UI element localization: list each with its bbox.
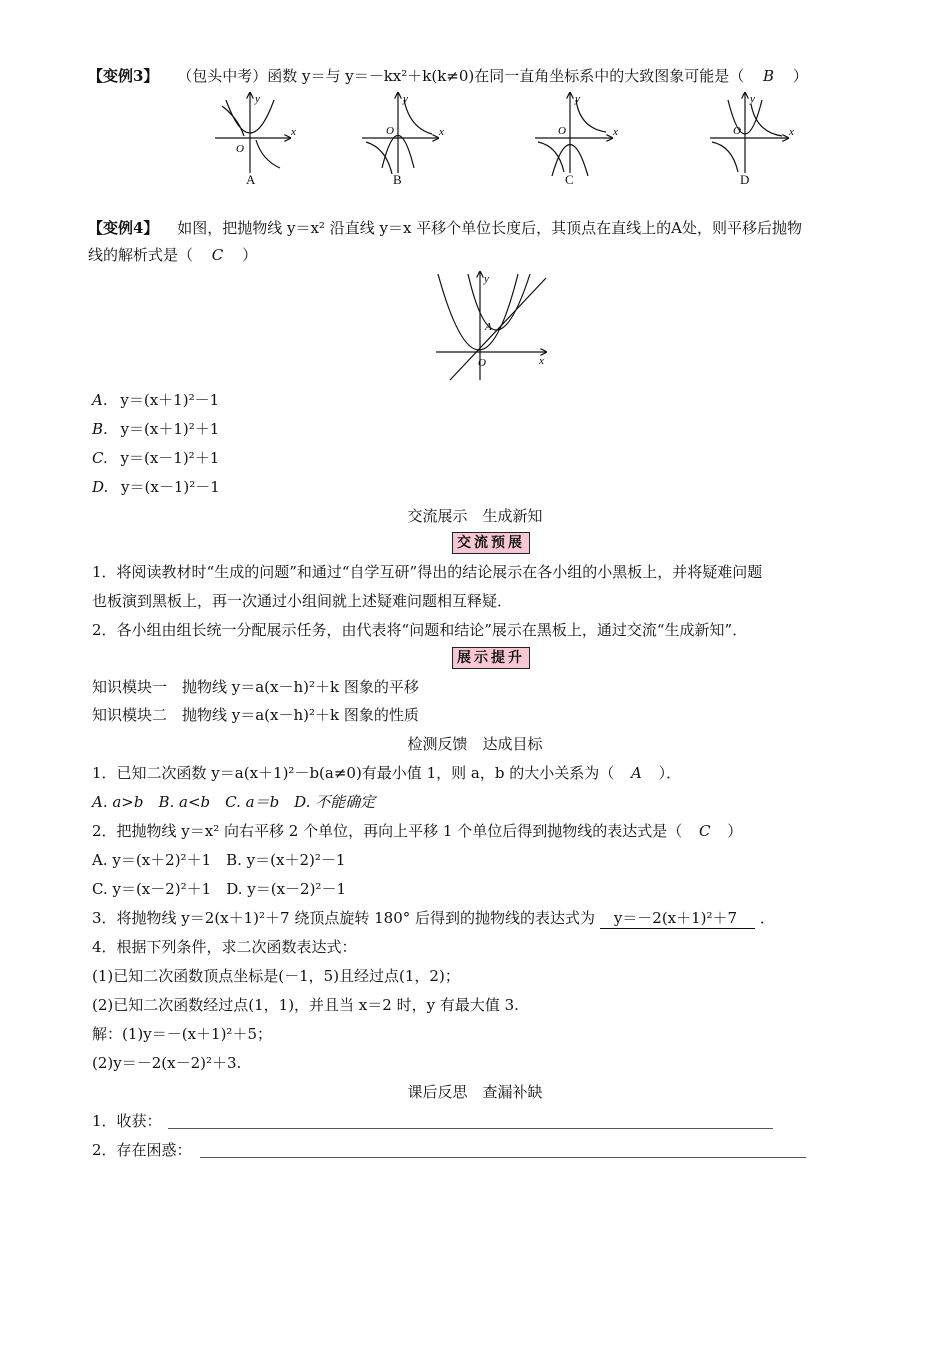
variant4-option-d	[92, 477, 220, 497]
variant4-text: 如图，把抛物线 y＝x² 沿直线 y＝x 平移个单位长度后，其顶点在直线上的A处，则平移后抛物	[177, 219, 803, 237]
q3-text: 3．将抛物线 y＝2(x＋1)²＋7 绕顶点旋转 180° 后得到的抛物线的表达式为	[92, 909, 596, 927]
graph-a-y: y	[255, 93, 260, 105]
banner-display-improve: 展示提升	[452, 647, 530, 669]
variant4-option-b	[92, 419, 219, 439]
knowledge-module-1: 知识模块一 抛物线 y＝a(x－h)²＋k 图象的平移	[92, 678, 419, 696]
variant3-tag: 【变例3】	[88, 67, 159, 85]
q2	[92, 821, 742, 841]
option-text: y＝(x－1)²－1	[121, 478, 220, 496]
variant3-question	[88, 66, 808, 86]
section3-title: 课后反思 查漏补缺	[407, 1083, 543, 1101]
q4-part1: (1)已知二次函数顶点坐标是(－1，5)且经过点(1，2)；	[92, 967, 460, 985]
graph-a	[215, 93, 290, 173]
graph-c-x: x	[613, 126, 618, 138]
variant4-point-a: A	[485, 321, 492, 333]
q1-text: 1．已知二次函数 y＝a(x＋1)²－b(a≠0)有最小值 1，则 a，b 的大小关系为（	[92, 764, 615, 782]
reflection-gain-line[interactable]	[168, 1128, 773, 1129]
graph-label-d: D	[740, 172, 750, 187]
variant4-option-c	[92, 448, 219, 468]
q3-answer: y＝－2(x＋1)²＋7	[600, 908, 755, 929]
q1-answer: A	[631, 764, 642, 782]
reflection-confusion-line[interactable]	[200, 1157, 806, 1158]
variant4-x: x	[539, 355, 544, 367]
graph-a-o: O	[236, 143, 244, 155]
variant3-close: ）	[792, 67, 808, 85]
knowledge-module-2: 知识模块二 抛物线 y＝a(x－h)²＋k 图象的性质	[92, 706, 419, 724]
option-letter: B.	[92, 420, 108, 438]
variant4-line2-prefix: 线的解析式是（	[88, 246, 194, 264]
q2-text: 2．把抛物线 y＝x² 向右平移 2 个单位，再向上平移 1 个单位后得到抛物线的表达式是（	[92, 822, 683, 840]
section1-p1-line2: 也板演到黑板上，再一次通过小组间就上述疑难问题相互释疑．	[92, 592, 513, 610]
variant3-graphs	[0, 88, 950, 218]
option-text: y＝(x－1)²＋1	[120, 449, 220, 467]
variant3-text: （包头中考）函数 y＝与 y＝－kx²＋k(k≠0)在同一直角坐标系中的大致图象可能是（	[177, 67, 745, 85]
q2-close: ）	[727, 822, 743, 840]
q2-options-row2: C. y＝(x－2)²＋1 D. y＝(x－2)²－1	[92, 880, 346, 898]
q3	[92, 908, 775, 929]
graph-c-y: y	[575, 93, 580, 105]
variant4-option-a	[92, 390, 219, 410]
solution-2: (2)y＝－2(x－2)²＋3.	[92, 1054, 242, 1072]
variant4-y: y	[484, 273, 489, 285]
banner-exchange-preview: 交流预展	[452, 532, 530, 554]
q1	[92, 763, 681, 783]
section2-title: 检测反馈 达成目标	[407, 735, 543, 753]
variant4-graph	[432, 268, 552, 388]
variant4-tag: 【变例4】	[88, 219, 159, 237]
option-letter: C.	[92, 449, 108, 467]
graph-label-a: A	[246, 172, 256, 187]
graph-label-b: B	[393, 172, 402, 187]
variant3-answer: B	[763, 67, 775, 85]
variant4-close: ）	[242, 246, 258, 264]
graph-d-o: O	[733, 125, 741, 137]
graph-b	[362, 93, 438, 174]
graph-b-o: O	[386, 125, 394, 137]
solution-1: 解：(1)y＝－(x＋1)²＋5；	[92, 1025, 272, 1043]
section1-p1-line1: 1．将阅读教材时“生成的问题”和通过“自学互研”得出的结论展示在各小组的小黑板上，并将疑难问题	[92, 563, 763, 581]
graph-b-y: y	[403, 93, 408, 105]
q3-end: ．	[759, 909, 775, 927]
graph-c	[535, 93, 612, 176]
graph-label-c: C	[565, 172, 574, 187]
option-letter: A.	[92, 391, 108, 409]
graph-a-x: x	[291, 126, 296, 138]
option-letter: D.	[92, 478, 109, 496]
graph-d	[710, 93, 788, 173]
variant4-o: O	[478, 357, 486, 369]
q2-answer: C	[698, 822, 711, 840]
q2-options-row1: A. y＝(x＋2)²＋1 B. y＝(x＋2)²－1	[92, 851, 346, 869]
graph-c-o: O	[558, 125, 566, 137]
section1-title: 交流展示 生成新知	[407, 507, 543, 525]
section1-p2: 2．各小组由组长统一分配展示任务，由代表将“问题和结论”展示在黑板上，通过交流“生成新知”．	[92, 621, 748, 639]
graph-d-y: y	[750, 93, 755, 105]
variant4-line1	[88, 218, 802, 238]
reflection-confusion-label: 2．存在困惑：	[92, 1141, 192, 1159]
q1-options: A. a>b B. a<b C. a＝b D. 不能确定	[92, 793, 376, 811]
q1-close: ）．	[658, 764, 682, 782]
graph-b-x: x	[439, 126, 444, 138]
option-text: y＝(x＋1)²＋1	[120, 420, 220, 438]
variant4-line2	[88, 245, 257, 265]
reflection-gain-label: 1．收获：	[92, 1112, 162, 1130]
q4-part2: (2)已知二次函数经过点(1，1)，并且当 x＝2 时，y 有最大值 3.	[92, 996, 519, 1014]
option-text: y＝(x＋1)²－1	[120, 391, 220, 409]
q4: 4．根据下列条件，求二次函数表达式：	[92, 938, 357, 956]
graph-d-x: x	[789, 126, 794, 138]
variant4-answer: C	[211, 246, 224, 264]
